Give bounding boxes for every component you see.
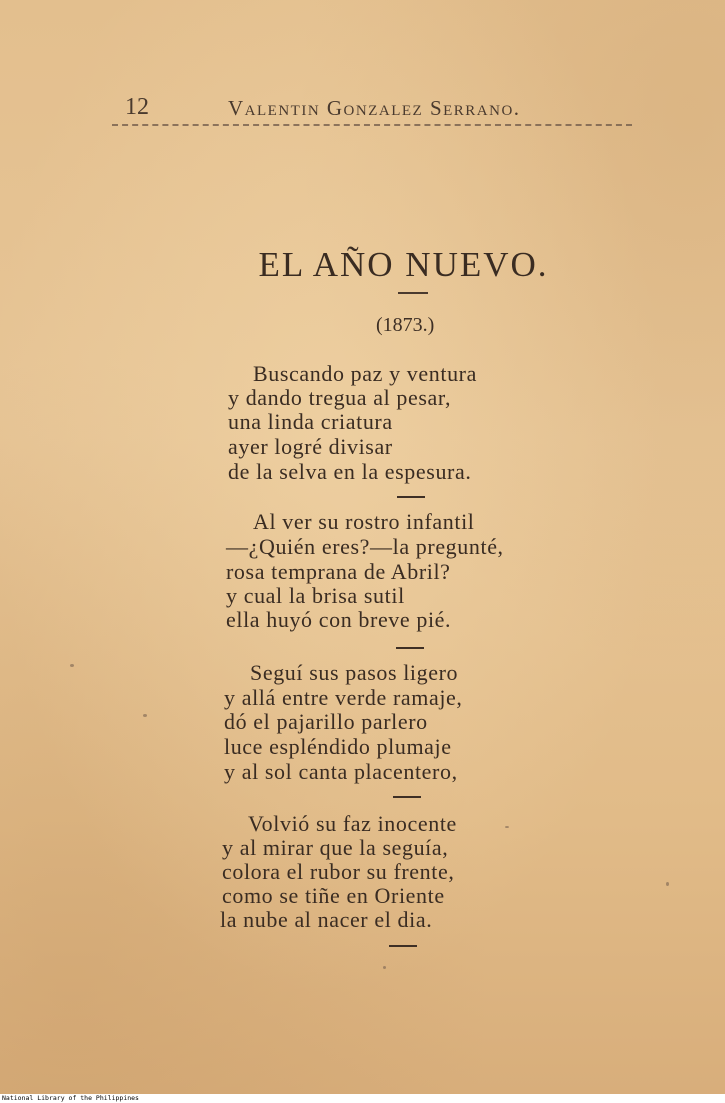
title-separator xyxy=(398,292,428,294)
verse-line: una linda criatura xyxy=(228,409,393,434)
stanza-separator xyxy=(396,647,424,649)
verse-line: Seguí sus pasos ligero xyxy=(250,660,459,685)
verse-line: Buscando paz y ventura xyxy=(253,361,477,386)
stanza-separator xyxy=(397,496,425,498)
verse-line: Al ver su rostro infantil xyxy=(253,509,475,534)
verse-line: Volvió su faz inocente xyxy=(248,811,457,836)
stanza-separator xyxy=(393,796,421,798)
verse-line: de la selva en la espesura. xyxy=(228,459,472,484)
verse-line: ella huyó con breve pié. xyxy=(226,607,452,632)
page-number: 12 xyxy=(125,94,149,120)
paper-speck xyxy=(505,826,509,828)
verse-line: rosa temprana de Abril? xyxy=(226,559,451,584)
verse-line: la nube al nacer el dia. xyxy=(220,907,433,932)
verse-line: dó el pajarillo parlero xyxy=(224,709,428,734)
stanza-separator xyxy=(389,945,417,947)
paper-speck xyxy=(70,664,74,667)
verse-line: luce espléndido plumaje xyxy=(224,734,452,759)
verse-line: y dando tregua al pesar, xyxy=(228,385,452,410)
verse-line: como se tiñe en Oriente xyxy=(222,883,445,908)
verse-line: y cual la brisa sutil xyxy=(226,583,405,608)
poem-title: EL AÑO NUEVO. xyxy=(258,245,549,284)
running-title: Valentin Gonzalez Serrano. xyxy=(228,96,521,120)
verse-line: ayer logré divisar xyxy=(228,434,393,459)
paper-speck xyxy=(143,714,147,717)
library-credit: National Library of the Philippines xyxy=(2,1094,139,1102)
running-head xyxy=(0,94,725,126)
header-rule xyxy=(112,124,632,126)
poem-date: (1873.) xyxy=(376,314,435,336)
verse-line: colora el rubor su frente, xyxy=(222,859,455,884)
verse-line: —¿Quién eres?—la pregunté, xyxy=(226,534,504,559)
paper-speck xyxy=(383,966,386,969)
verse-line: y al mirar que la seguía, xyxy=(222,835,449,860)
paper-speck xyxy=(666,882,669,886)
verse-line: y al sol canta placentero, xyxy=(224,759,458,784)
verse-line: y allá entre verde ramaje, xyxy=(224,685,463,710)
